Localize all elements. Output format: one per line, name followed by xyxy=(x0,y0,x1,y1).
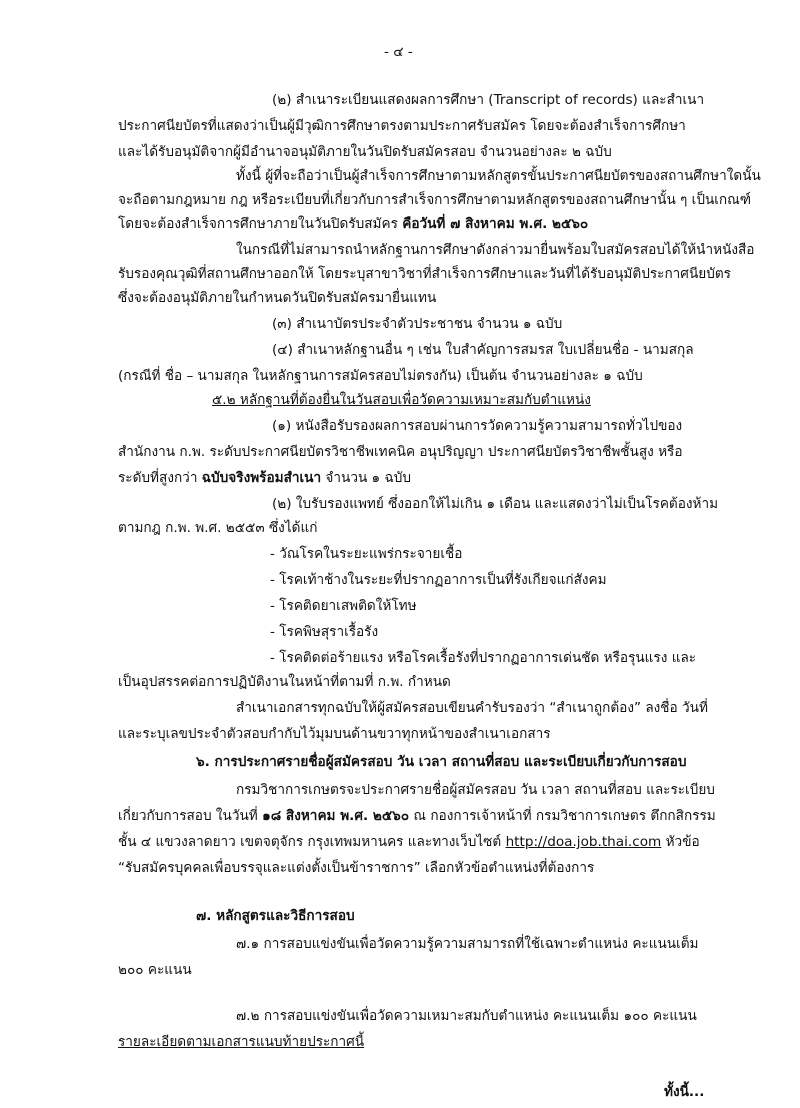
section-6-line-2 xyxy=(118,806,716,826)
disease-item: - โรคเท้าช้างในระยะที่ปรากฏอาการเป็นที่รังเกียจแก่สังคม xyxy=(270,572,607,588)
original-with-copy: ฉบับจริงพร้อมสำเนา xyxy=(201,470,322,486)
certificate-note-line-3: ซึ่งจะต้องอนุมัติภายในกำหนดวันปิดรับสมัครมายื่นแทน xyxy=(118,290,437,306)
copies-note-line-2: และระบุเลขประจำตัวสอบกำกับไว้มุมบนด้านขวาทุกหน้าของสำเนาเอกสาร xyxy=(118,726,551,742)
section-6-address: ชั้น ๔ แขวงลาดยาว เขตจตุจักร กรุงเทพมหานคร และทางเว็บไซต์ xyxy=(118,834,502,850)
disease-item: - โรคติดต่อร้ายแรง หรือโรคเรื้อรังที่ปรากฏอาการเด่นชัด หรือรุนแรง และ xyxy=(270,650,697,666)
certificate-note-line-2: รับรองคุณวุฒิที่สถานศึกษาออกให้ โดยระบุสาขาวิชาที่สำเร็จการศึกษาและวันที่ได้รับอนุมัติประกาศนียบัตร xyxy=(118,266,731,282)
item-4-line-2: (กรณีที่ ชื่อ – นามสกุล ในหลักฐานการสมัครสอบไม่ตรงกัน) เป็นต้น จำนวนอย่างละ ๑ ฉบับ xyxy=(118,368,643,384)
section-7-heading: ๗. หลักสูตรและวิธีการสอบ xyxy=(196,908,355,924)
section-6-topic: หัวข้อ xyxy=(665,834,700,850)
graduation-note-line-3 xyxy=(118,214,588,234)
disease-item: - วัณโรคในระยะแพร่กระจายเชื้อ xyxy=(270,546,463,562)
section-7-2-line-1: ๗.๒ การสอบแข่งขันเพื่อวัดความเหมาะสมกับตำแหน่ง คะแนนเต็ม ๑๐๐ คะแนน xyxy=(236,1008,697,1024)
graduation-note-text: โดยจะต้องสำเร็จการศึกษาภายในวันปิดรับสมัคร xyxy=(118,216,398,232)
certificate-note-line-1: ในกรณีที่ไม่สามารถนำหลักฐานการศึกษาดังกล่าวมายื่นพร้อมใบสมัครสอบได้ให้นำหนังสือ xyxy=(236,242,755,258)
copies-note-line-1: สำเนาเอกสารทุกฉบับให้ผู้สมัครสอบเขียนคำรับรองว่า “สำเนาถูกต้อง” ลงชื่อ วันที่ xyxy=(236,700,708,716)
s52-item-1-line-3 xyxy=(118,468,411,488)
item-4-line-1: (๔) สำเนาหลักฐานอื่น ๆ เช่น ใบสำคัญการสมรส ใบเปลี่ยนชื่อ - นามสกุล xyxy=(272,342,694,358)
item-3: (๓) สำเนาบัตรประจำตัวประชาชน จำนวน ๑ ฉบับ xyxy=(272,316,563,332)
s52-item-1-count: จำนวน ๑ ฉบับ xyxy=(325,470,412,486)
website-link[interactable]: http://doa.job.thai.com xyxy=(505,834,662,850)
disease-item: - โรคติดยาเสพติดให้โทษ xyxy=(270,598,417,614)
s52-item-1-text: ระดับที่สูงกว่า xyxy=(118,470,198,486)
deadline-date: คือวันที่ ๗ สิงหาคม พ.ศ. ๒๕๖๐ xyxy=(402,216,589,232)
disease-item: - โรคพิษสุราเรื้อรัง xyxy=(270,624,379,640)
section-7-1-line-1: ๗.๑ การสอบแข่งขันเพื่อวัดความรู้ความสามารถที่ใช้เฉพาะตำแหน่ง คะแนนเต็ม xyxy=(236,936,699,952)
section-6-text: เกี่ยวกับการสอบ ในวันที่ xyxy=(118,808,258,824)
item-2-line-3: และได้รับอนุมัติจากผู้มีอำนาจอนุมัติภายในวันปิดรับสมัครสอบ จำนวนอย่างละ ๒ ฉบับ xyxy=(118,144,612,160)
section-7-1-line-2: ๒๐๐ คะแนน xyxy=(118,962,192,978)
item-2-line-1: (๒) สำเนาระเบียนแสดงผลการศึกษา (Transcript of records) และสำเนา xyxy=(272,92,705,108)
section-6-line-1: กรมวิชาการเกษตรจะประกาศรายชื่อผู้สมัครสอบ วัน เวลา สถานที่สอบ และระเบียบ xyxy=(236,782,715,798)
s52-item-1-line-1: (๑) หนังสือรับรองผลการสอบผ่านการวัดความรู้ความสามารถทั่วไปของ xyxy=(272,418,683,434)
section-5-2-heading: ๕.๒ หลักฐานที่ต้องยื่นในวันสอบเพื่อวัดความเหมาะสมกับตำแหน่ง xyxy=(212,392,591,408)
s52-item-2-line-1: (๒) ใบรับรองแพทย์ ซึ่งออกให้ไม่เกิน ๑ เดือน และแสดงว่าไม่เป็นโรคต้องห้าม xyxy=(272,496,719,512)
s52-item-2-line-2: ตามกฎ ก.พ. พ.ศ. ๒๕๕๓ ซึ่งได้แก่ xyxy=(118,520,318,536)
page-number: - ๔ - xyxy=(384,44,413,60)
section-6-line-3 xyxy=(118,832,700,852)
item-2-line-2: ประกาศนียบัตรที่แสดงว่าเป็นผู้มีวุฒิการศึกษาตรงตามประกาศรับสมัคร โดยจะต้องสำเร็จการศึกษา xyxy=(118,118,686,134)
section-6-heading: ๖. การประกาศรายชื่อผู้สมัครสอบ วัน เวลา สถานที่สอบ และระเบียบเกี่ยวกับการสอบ xyxy=(196,754,687,770)
graduation-note-line-2: จะถือตามกฎหมาย กฎ หรือระเบียบที่เกี่ยวกับการสำเร็จการศึกษาตามหลักสูตรของสถานศึกษานั้น ๆ เป็นเกณฑ์ xyxy=(118,192,752,208)
section-6-location: ณ กองการเจ้าหน้าที่ กรมวิชาการเกษตร ตึกกสิกรรม xyxy=(413,808,716,824)
section-7-2-line-2: รายละเอียดตามเอกสารแนบท้ายประกาศนี้ xyxy=(118,1034,365,1050)
section-6-line-4: “รับสมัครบุคคลเพื่อบรรจุและแต่งตั้งเป็นข้าราชการ” เลือกหัวข้อตำแหน่งที่ต้องการ xyxy=(118,860,595,876)
graduation-note-line-1: ทั้งนี้ ผู้ที่จะถือว่าเป็นผู้สำเร็จการศึกษาตามหลักสูตรขั้นประกาศนียบัตรของสถานศึกษาใดนั้น xyxy=(236,168,761,184)
s52-item-1-line-2: สำนักงาน ก.พ. ระดับประกาศนียบัตรวิชาชีพเทคนิค อนุปริญญา ประกาศนียบัตรวิชาชีพชั้นสูง หรือ xyxy=(118,444,683,460)
disease-item-continuation: เป็นอุปสรรคต่อการปฏิบัติงานในหน้าที่ตามที่ ก.พ. กำหนด xyxy=(118,674,451,690)
announcement-date: ๑๘ สิงหาคม พ.ศ. ๒๕๖๐ xyxy=(262,808,410,824)
continuation-text: ทั้งนี้... xyxy=(664,1084,705,1100)
